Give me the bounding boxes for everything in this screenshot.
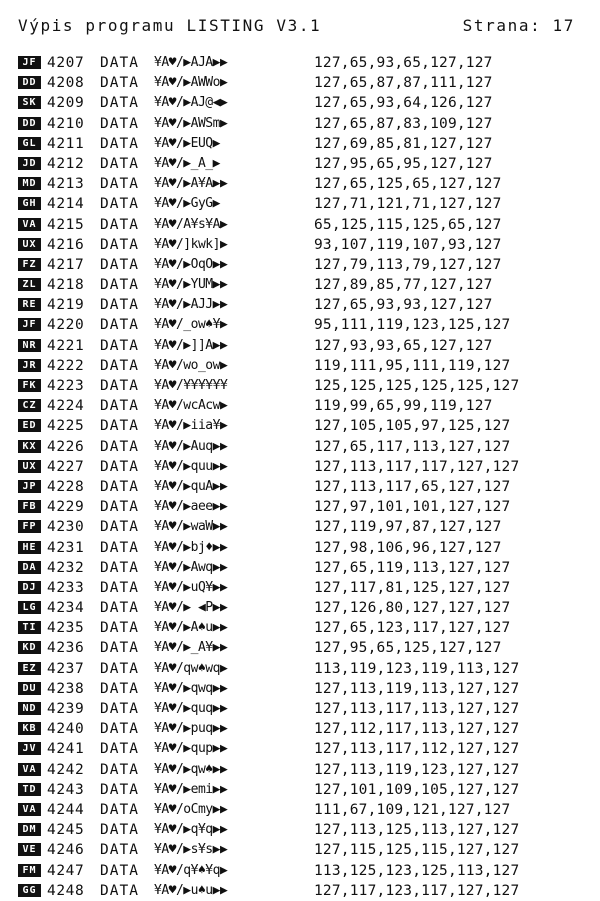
data-values: 127,65,87,83,109,127 bbox=[314, 115, 493, 132]
line-number: 4211 bbox=[47, 135, 85, 152]
data-glyphs: ¥A♥/▶q¥q▶▶ bbox=[154, 822, 228, 838]
line-number: 4215 bbox=[47, 216, 85, 233]
line-number: 4230 bbox=[47, 519, 85, 536]
data-keyword: DATA bbox=[100, 337, 139, 354]
data-values: 111,67,109,121,127,127 bbox=[314, 801, 511, 818]
data-keyword: DATA bbox=[100, 236, 139, 253]
data-values: 113,125,123,125,113,127 bbox=[314, 862, 520, 879]
checksum-badge: CZ bbox=[18, 399, 41, 412]
data-keyword: DATA bbox=[100, 882, 139, 899]
listing-line bbox=[18, 517, 588, 537]
data-glyphs: ¥A♥/▶emi▶▶ bbox=[154, 781, 228, 797]
listing-line bbox=[18, 174, 588, 194]
line-number: 4221 bbox=[47, 337, 85, 354]
checksum-badge: FP bbox=[18, 520, 41, 533]
listing-line bbox=[18, 235, 588, 255]
data-keyword: DATA bbox=[100, 135, 139, 152]
checksum-badge: JD bbox=[18, 157, 41, 170]
data-glyphs: ¥A♥/▶]]A▶▶ bbox=[154, 337, 228, 353]
line-number: 4214 bbox=[47, 196, 85, 213]
data-glyphs: ¥A♥/_ow♠¥▶ bbox=[154, 317, 228, 333]
line-number: 4243 bbox=[47, 781, 85, 798]
data-values: 119,111,95,111,119,127 bbox=[314, 357, 511, 374]
line-number: 4208 bbox=[47, 75, 85, 92]
data-values: 127,65,93,64,126,127 bbox=[314, 95, 493, 112]
data-glyphs: ¥A♥/▶s¥s▶▶ bbox=[154, 842, 228, 858]
data-glyphs: ¥A♥/▶AWSm▶ bbox=[154, 115, 228, 131]
data-glyphs: ¥A♥/▶uQ¥▶▶ bbox=[154, 579, 228, 595]
data-values: 127,113,117,112,127,127 bbox=[314, 741, 520, 758]
data-keyword: DATA bbox=[100, 196, 139, 213]
data-values: 127,97,101,101,127,127 bbox=[314, 499, 511, 516]
listing-line bbox=[18, 73, 588, 93]
listing-line bbox=[18, 356, 588, 376]
data-keyword: DATA bbox=[100, 499, 139, 516]
line-number: 4242 bbox=[47, 761, 85, 778]
checksum-badge: UX bbox=[18, 460, 41, 473]
data-values: 127,65,123,117,127,127 bbox=[314, 620, 511, 637]
checksum-badge: GG bbox=[18, 884, 41, 897]
line-number: 4218 bbox=[47, 277, 85, 294]
checksum-badge: LG bbox=[18, 601, 41, 614]
checksum-badge: TD bbox=[18, 783, 41, 796]
data-keyword: DATA bbox=[100, 660, 139, 677]
line-number: 4241 bbox=[47, 741, 85, 758]
data-keyword: DATA bbox=[100, 398, 139, 415]
data-keyword: DATA bbox=[100, 741, 139, 758]
data-glyphs: ¥A♥/▶iia¥▶ bbox=[154, 418, 228, 434]
listing-line bbox=[18, 820, 588, 840]
line-number: 4247 bbox=[47, 862, 85, 879]
data-glyphs: ¥A♥/▶bj♦▶▶ bbox=[154, 539, 228, 555]
line-number: 4244 bbox=[47, 801, 85, 818]
checksum-badge: MD bbox=[18, 177, 41, 190]
listing-line bbox=[18, 638, 588, 658]
data-keyword: DATA bbox=[100, 519, 139, 536]
data-keyword: DATA bbox=[100, 761, 139, 778]
data-keyword: DATA bbox=[100, 539, 139, 556]
listing-line bbox=[18, 679, 588, 699]
data-glyphs: ¥A♥/▶aee▶▶ bbox=[154, 499, 228, 515]
data-glyphs: ¥A♥/▶AJJ▶▶ bbox=[154, 297, 228, 313]
line-number: 4216 bbox=[47, 236, 85, 253]
line-number: 4236 bbox=[47, 640, 85, 657]
data-keyword: DATA bbox=[100, 620, 139, 637]
data-glyphs: ¥A♥/▶qup▶▶ bbox=[154, 741, 228, 757]
data-glyphs: ¥A♥/▶AWWo▶ bbox=[154, 75, 228, 91]
data-keyword: DATA bbox=[100, 277, 139, 294]
data-keyword: DATA bbox=[100, 176, 139, 193]
data-values: 127,112,117,113,127,127 bbox=[314, 721, 520, 738]
data-keyword: DATA bbox=[100, 418, 139, 435]
listing-line bbox=[18, 437, 588, 457]
data-keyword: DATA bbox=[100, 256, 139, 273]
line-number: 4240 bbox=[47, 721, 85, 738]
data-glyphs: ¥A♥/▶A♠u▶▶ bbox=[154, 620, 228, 636]
data-keyword: DATA bbox=[100, 216, 139, 233]
checksum-badge: VA bbox=[18, 803, 41, 816]
checksum-badge: JF bbox=[18, 56, 41, 69]
line-number: 4245 bbox=[47, 822, 85, 839]
listing-line bbox=[18, 739, 588, 759]
program-listing bbox=[18, 53, 588, 901]
data-glyphs: ¥A♥/wcAcw▶ bbox=[154, 398, 228, 414]
line-number: 4222 bbox=[47, 357, 85, 374]
data-values: 127,89,85,77,127,127 bbox=[314, 277, 493, 294]
data-glyphs: ¥A♥/▶_A_▶ bbox=[154, 155, 220, 171]
listing-line bbox=[18, 376, 588, 396]
data-values: 127,113,125,113,127,127 bbox=[314, 822, 520, 839]
line-number: 4235 bbox=[47, 620, 85, 637]
checksum-badge: GL bbox=[18, 137, 41, 150]
checksum-badge: FK bbox=[18, 379, 41, 392]
listing-line bbox=[18, 618, 588, 638]
checksum-badge: DD bbox=[18, 117, 41, 130]
data-keyword: DATA bbox=[100, 378, 139, 394]
data-keyword: DATA bbox=[100, 297, 139, 314]
data-values: 127,113,117,113,127,127 bbox=[314, 701, 520, 717]
data-glyphs: ¥A♥/▶ ◀P▶▶ bbox=[154, 600, 228, 616]
data-glyphs: ¥A♥/▶Awq▶▶ bbox=[154, 559, 228, 575]
data-glyphs: ¥A♥/qw♠wq▶ bbox=[154, 660, 228, 676]
data-keyword: DATA bbox=[100, 478, 139, 495]
data-values: 95,111,119,123,125,127 bbox=[314, 317, 511, 334]
listing-line bbox=[18, 53, 588, 73]
data-glyphs: ¥A♥/▶quq▶▶ bbox=[154, 701, 228, 716]
line-number: 4223 bbox=[47, 378, 85, 394]
data-values: 127,93,93,65,127,127 bbox=[314, 337, 493, 354]
data-glyphs: ¥A♥/▶quu▶▶ bbox=[154, 458, 228, 474]
data-glyphs: ¥A♥/▶qw♠▶▶ bbox=[154, 761, 228, 777]
data-keyword: DATA bbox=[100, 721, 139, 738]
checksum-badge: TI bbox=[18, 621, 41, 634]
line-number: 4210 bbox=[47, 115, 85, 132]
line-number: 4233 bbox=[47, 579, 85, 596]
data-values: 127,65,125,65,127,127 bbox=[314, 176, 502, 193]
listing-line bbox=[18, 719, 588, 739]
data-values: 65,125,115,125,65,127 bbox=[314, 216, 502, 233]
line-number: 4213 bbox=[47, 176, 85, 193]
line-number: 4219 bbox=[47, 297, 85, 314]
checksum-badge: JV bbox=[18, 742, 41, 755]
listing-line bbox=[18, 336, 588, 356]
data-keyword: DATA bbox=[100, 801, 139, 818]
checksum-badge: GH bbox=[18, 197, 41, 210]
data-values: 127,79,113,79,127,127 bbox=[314, 256, 502, 273]
data-values: 127,113,119,123,127,127 bbox=[314, 761, 520, 778]
listing-line bbox=[18, 861, 588, 881]
page-number: Strana: 17 bbox=[462, 16, 575, 35]
data-values: 127,65,119,113,127,127 bbox=[314, 559, 511, 576]
listing-line bbox=[18, 598, 588, 618]
checksum-badge: DJ bbox=[18, 581, 41, 594]
checksum-badge: KB bbox=[18, 722, 41, 735]
line-number: 4212 bbox=[47, 155, 85, 172]
data-glyphs: ¥A♥/▶AJ@◀▶ bbox=[154, 95, 228, 111]
data-keyword: DATA bbox=[100, 862, 139, 879]
data-keyword: DATA bbox=[100, 438, 139, 455]
checksum-badge: VE bbox=[18, 843, 41, 856]
data-keyword: DATA bbox=[100, 357, 139, 374]
listing-line bbox=[18, 780, 588, 800]
checksum-badge: NR bbox=[18, 339, 41, 352]
data-values: 127,101,109,105,127,127 bbox=[314, 781, 520, 798]
data-keyword: DATA bbox=[100, 55, 139, 71]
checksum-badge: JF bbox=[18, 318, 41, 331]
line-number: 4238 bbox=[47, 680, 85, 697]
checksum-badge: DM bbox=[18, 823, 41, 836]
line-number: 4246 bbox=[47, 842, 85, 859]
data-values: 127,65,93,65,127,127 bbox=[314, 55, 493, 71]
data-glyphs: ¥A♥/wo_ow▶ bbox=[154, 357, 228, 373]
checksum-badge: JP bbox=[18, 480, 41, 493]
data-values: 127,126,80,127,127,127 bbox=[314, 600, 511, 617]
data-glyphs: ¥A♥/]kwk]▶ bbox=[154, 236, 228, 252]
data-glyphs: ¥A♥/¥¥¥¥¥¥ bbox=[154, 378, 228, 393]
data-glyphs: ¥A♥/▶quA▶▶ bbox=[154, 478, 228, 494]
data-glyphs: ¥A♥/▶puq▶▶ bbox=[154, 721, 228, 737]
data-values: 127,113,117,65,127,127 bbox=[314, 478, 511, 495]
data-glyphs: ¥A♥/▶_A¥▶▶ bbox=[154, 640, 228, 656]
data-values: 127,69,85,81,127,127 bbox=[314, 135, 493, 152]
data-keyword: DATA bbox=[100, 317, 139, 334]
data-glyphs: ¥A♥/▶u♠u▶▶ bbox=[154, 882, 228, 898]
data-keyword: DATA bbox=[100, 781, 139, 798]
checksum-badge: DD bbox=[18, 76, 41, 89]
line-number: 4225 bbox=[47, 418, 85, 435]
data-values: 127,65,87,87,111,127 bbox=[314, 75, 493, 92]
data-values: 127,65,117,113,127,127 bbox=[314, 438, 511, 455]
checksum-badge: KX bbox=[18, 440, 41, 453]
data-values: 127,115,125,115,127,127 bbox=[314, 842, 520, 859]
checksum-badge: JR bbox=[18, 359, 41, 372]
data-values: 127,117,81,125,127,127 bbox=[314, 579, 511, 596]
line-number: 4217 bbox=[47, 256, 85, 273]
data-glyphs: ¥A♥/▶AJA▶▶ bbox=[154, 55, 228, 70]
data-values: 127,71,121,71,127,127 bbox=[314, 196, 502, 213]
data-glyphs: ¥A♥/▶qwq▶▶ bbox=[154, 680, 228, 696]
line-number: 4209 bbox=[47, 95, 85, 112]
listing-line bbox=[18, 538, 588, 558]
line-number: 4220 bbox=[47, 317, 85, 334]
data-glyphs: ¥A♥/A¥s¥A▶ bbox=[154, 216, 228, 232]
listing-line bbox=[18, 699, 588, 719]
data-glyphs: ¥A♥/▶OqO▶▶ bbox=[154, 256, 228, 272]
data-values: 119,99,65,99,119,127 bbox=[314, 398, 493, 415]
data-glyphs: ¥A♥/▶YUM▶▶ bbox=[154, 277, 228, 293]
line-number: 4227 bbox=[47, 458, 85, 475]
data-keyword: DATA bbox=[100, 842, 139, 859]
data-keyword: DATA bbox=[100, 115, 139, 132]
data-keyword: DATA bbox=[100, 559, 139, 576]
line-number: 4207 bbox=[47, 55, 85, 71]
data-values: 127,113,117,117,127,127 bbox=[314, 458, 520, 475]
data-glyphs: ¥A♥/▶Auq▶▶ bbox=[154, 438, 228, 454]
checksum-badge: ND bbox=[18, 702, 41, 715]
listing-line bbox=[18, 315, 588, 335]
checksum-badge: KD bbox=[18, 641, 41, 654]
line-number: 4234 bbox=[47, 600, 85, 617]
checksum-badge: DU bbox=[18, 682, 41, 695]
line-number: 4237 bbox=[47, 660, 85, 677]
listing-line bbox=[18, 134, 588, 154]
checksum-badge: SK bbox=[18, 96, 41, 109]
data-keyword: DATA bbox=[100, 680, 139, 697]
checksum-badge: FM bbox=[18, 864, 41, 877]
data-values: 127,98,106,96,127,127 bbox=[314, 539, 502, 556]
listing-line bbox=[18, 295, 588, 315]
listing-line bbox=[18, 396, 588, 416]
data-keyword: DATA bbox=[100, 600, 139, 617]
checksum-badge: UX bbox=[18, 238, 41, 251]
checksum-badge: ZL bbox=[18, 278, 41, 291]
checksum-badge: FZ bbox=[18, 258, 41, 271]
data-values: 127,95,65,125,127,127 bbox=[314, 640, 502, 657]
line-number: 4228 bbox=[47, 478, 85, 495]
data-values: 127,65,93,93,127,127 bbox=[314, 297, 493, 314]
listing-line bbox=[18, 275, 588, 295]
data-values: 127,117,123,117,127,127 bbox=[314, 882, 520, 899]
line-number: 4231 bbox=[47, 539, 85, 556]
listing-line bbox=[18, 477, 588, 497]
page-header bbox=[18, 16, 583, 38]
data-keyword: DATA bbox=[100, 640, 139, 657]
data-keyword: DATA bbox=[100, 95, 139, 112]
data-glyphs: ¥A♥/▶EUQ▶ bbox=[154, 135, 220, 151]
listing-line bbox=[18, 194, 588, 214]
listing-line bbox=[18, 659, 588, 679]
data-values: 127,95,65,95,127,127 bbox=[314, 155, 493, 172]
data-keyword: DATA bbox=[100, 75, 139, 92]
listing-line bbox=[18, 114, 588, 134]
data-glyphs: ¥A♥/▶A¥A▶▶ bbox=[154, 176, 228, 192]
listing-line bbox=[18, 497, 588, 517]
checksum-badge: VA bbox=[18, 763, 41, 776]
data-values: 113,119,123,119,113,127 bbox=[314, 660, 520, 677]
line-number: 4224 bbox=[47, 398, 85, 415]
data-values: 127,113,119,113,127,127 bbox=[314, 680, 520, 697]
listing-line bbox=[18, 558, 588, 578]
listing-line bbox=[18, 578, 588, 598]
data-keyword: DATA bbox=[100, 701, 139, 717]
data-values: 93,107,119,107,93,127 bbox=[314, 236, 502, 253]
listing-title: Výpis programu LISTING V3.1 bbox=[18, 16, 322, 35]
data-glyphs: ¥A♥/▶GyG▶ bbox=[154, 196, 220, 212]
data-values: 127,105,105,97,125,127 bbox=[314, 418, 511, 435]
listing-line bbox=[18, 881, 588, 901]
line-number: 4248 bbox=[47, 882, 85, 899]
data-keyword: DATA bbox=[100, 155, 139, 172]
listing-line bbox=[18, 416, 588, 436]
data-keyword: DATA bbox=[100, 579, 139, 596]
listing-line bbox=[18, 457, 588, 477]
checksum-badge: EZ bbox=[18, 662, 41, 675]
data-values: 127,119,97,87,127,127 bbox=[314, 519, 502, 536]
listing-line bbox=[18, 840, 588, 860]
data-glyphs: ¥A♥/▶waW▶▶ bbox=[154, 519, 228, 535]
listing-line bbox=[18, 93, 588, 113]
line-number: 4239 bbox=[47, 701, 85, 717]
checksum-badge: RE bbox=[18, 298, 41, 311]
data-keyword: DATA bbox=[100, 458, 139, 475]
listing-line bbox=[18, 255, 588, 275]
listing-line bbox=[18, 154, 588, 174]
data-glyphs: ¥A♥/oCmy▶▶ bbox=[154, 801, 228, 817]
line-number: 4229 bbox=[47, 499, 85, 516]
data-keyword: DATA bbox=[100, 822, 139, 839]
checksum-badge: ED bbox=[18, 419, 41, 432]
data-values: 125,125,125,125,125,127 bbox=[314, 378, 520, 394]
listing-line bbox=[18, 215, 588, 235]
checksum-badge: VA bbox=[18, 218, 41, 231]
checksum-badge: FB bbox=[18, 500, 41, 513]
line-number: 4226 bbox=[47, 438, 85, 455]
checksum-badge: HE bbox=[18, 541, 41, 554]
checksum-badge: DA bbox=[18, 561, 41, 574]
line-number: 4232 bbox=[47, 559, 85, 576]
listing-line bbox=[18, 760, 588, 780]
data-glyphs: ¥A♥/q¥♠¥q▶ bbox=[154, 862, 228, 878]
